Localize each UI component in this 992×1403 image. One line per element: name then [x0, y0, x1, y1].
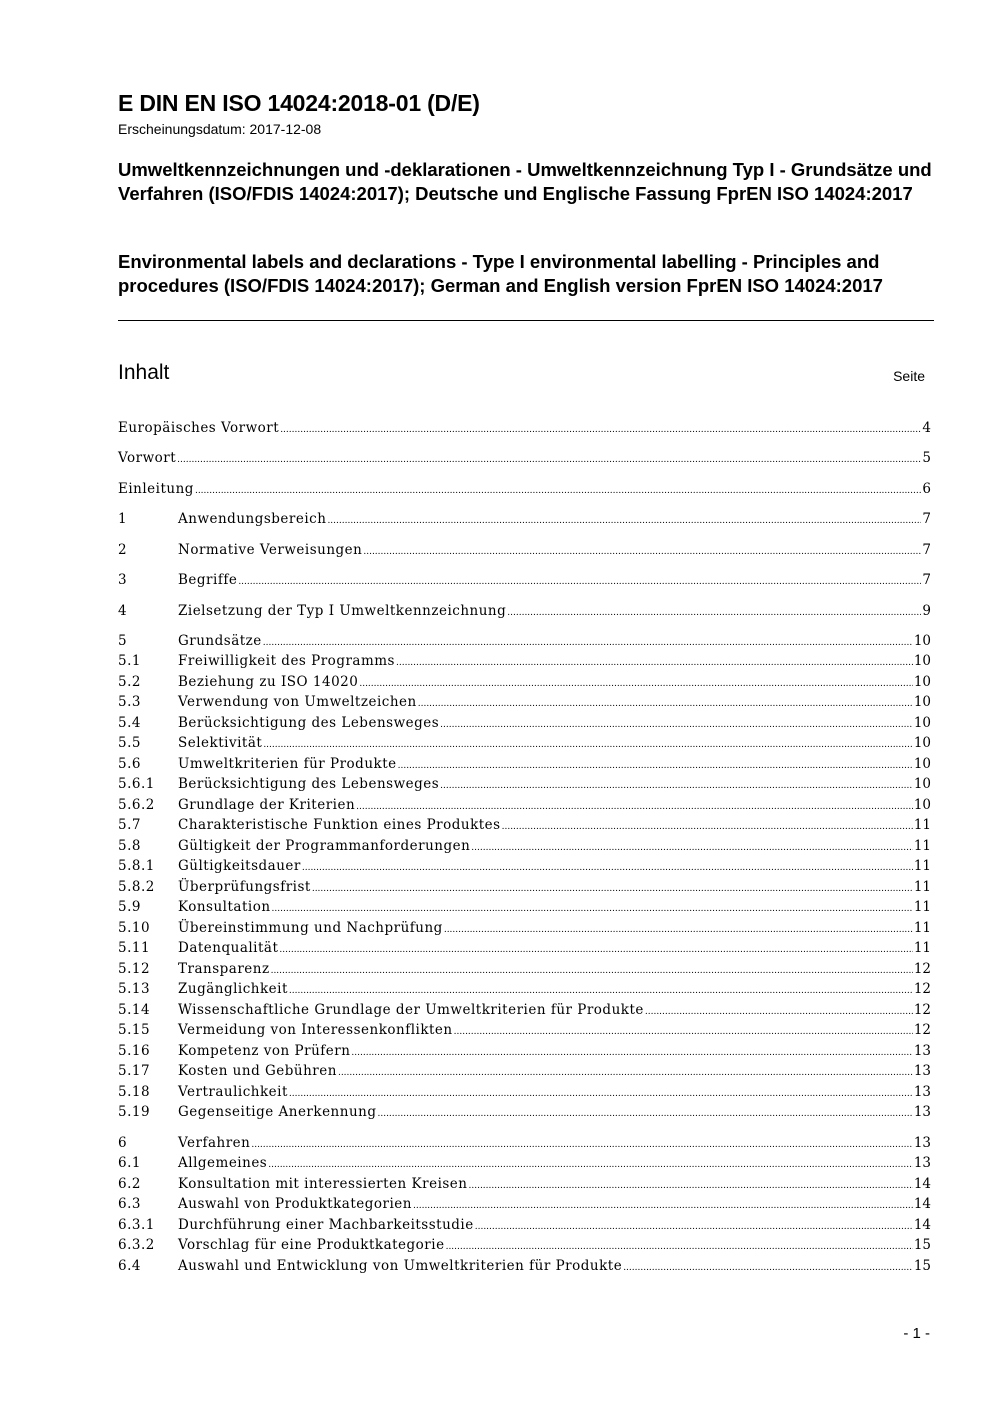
toc-entry[interactable]	[118, 733, 931, 753]
toc-leader-dots	[356, 797, 913, 817]
toc-entry-label: Vertraulichkeit	[178, 1084, 288, 1100]
toc-entry-label: Beziehung zu ISO 14020	[178, 674, 359, 690]
toc-leader-dots	[195, 481, 921, 501]
toc-entry-label: Freiwilligkeit des Programms	[178, 653, 395, 669]
toc-entry-label: Verfahren	[178, 1135, 251, 1151]
toc-entry-label: Zielsetzung der Typ I Umweltkennzeichnung	[178, 603, 507, 619]
toc-entry[interactable]	[118, 1061, 931, 1081]
publication-date: Erscheinungsdatum: 2017-12-08	[118, 121, 322, 137]
toc-entry-label: Konsultation mit interessierten Kreisen	[178, 1176, 468, 1192]
document-title: E DIN EN ISO 14024:2018-01 (D/E)	[118, 90, 480, 116]
toc-entry-number: 5.17	[118, 1063, 151, 1079]
toc-entry-label: Übereinstimmung und Nachprüfung	[178, 920, 443, 936]
toc-entry-number: 5.16	[118, 1043, 151, 1059]
toc-entry[interactable]	[118, 651, 931, 671]
title-german: Umweltkennzeichnungen und -deklarationen - Umweltkennzeichnung Typ I - Grundsätze und Verfahren (ISO/FDIS 14024:2017); Deutsche und Englische Fassung FprEN ISO 14024:2017	[118, 159, 932, 204]
toc-entry-page: 5	[922, 450, 931, 466]
toc-entry-label: Vermeidung von Interessenkonflikten	[178, 1022, 453, 1038]
toc-leader-dots	[263, 633, 913, 653]
toc-entry-page: 12	[913, 961, 931, 977]
toc-entry-label: Auswahl und Entwicklung von Umweltkriterien für Produkte	[178, 1258, 623, 1274]
toc-entry-page: 7	[922, 511, 931, 527]
toc-entry-label: Charakteristische Funktion eines Produktes	[178, 817, 501, 833]
toc-entry[interactable]	[118, 1133, 931, 1153]
toc-leader-dots	[507, 603, 921, 623]
toc-entry-page: 13	[913, 1063, 931, 1079]
toc-entry-number: 5.9	[118, 899, 141, 915]
toc-entry-number: 5.1	[118, 653, 141, 669]
toc-leader-dots	[645, 1002, 913, 1022]
toc-entry-page: 13	[913, 1104, 931, 1120]
toc-leader-dots	[359, 674, 912, 694]
toc-entry-label: Allgemeines	[178, 1155, 268, 1171]
toc-entry-label: Vorwort	[118, 450, 177, 466]
toc-entry[interactable]	[118, 479, 931, 499]
toc-entry[interactable]	[118, 1041, 931, 1061]
toc-entry-label: Berücksichtigung des Lebensweges	[178, 776, 440, 792]
toc-entry[interactable]	[118, 418, 931, 438]
toc-entry[interactable]	[118, 856, 931, 876]
toc-leader-dots	[623, 1258, 913, 1278]
toc-entry-page: 13	[913, 1155, 931, 1171]
toc-entry[interactable]	[118, 448, 931, 468]
toc-leader-dots	[327, 511, 921, 531]
toc-entry-page: 12	[913, 981, 931, 997]
toc-entry-number: 6.3	[118, 1196, 141, 1212]
toc-entry-label: Wissenschaftliche Grundlage der Umweltkriterien für Produkte	[178, 1002, 644, 1018]
toc-entry-page: 11	[913, 817, 931, 833]
toc-entry[interactable]	[118, 1153, 931, 1173]
toc-leader-dots	[263, 735, 913, 755]
toc-entry[interactable]	[118, 570, 931, 590]
toc-entry-page: 12	[913, 1022, 931, 1038]
toc-entry[interactable]	[118, 1215, 931, 1235]
toc-entry[interactable]	[118, 897, 931, 917]
toc-entry[interactable]	[118, 979, 931, 999]
toc-entry[interactable]	[118, 1256, 931, 1276]
toc-entry-label: Datenqualität	[178, 940, 279, 956]
toc-entry-label: Gültigkeit der Programmanforderungen	[178, 838, 471, 854]
toc-leader-dots	[444, 920, 913, 940]
toc-entry-page: 11	[913, 920, 931, 936]
toc-entry-label: Auswahl von Produktkategorien	[178, 1196, 412, 1212]
toc-entry-page: 10	[913, 694, 931, 710]
toc-entry[interactable]	[118, 836, 931, 856]
toc-leader-dots	[475, 1217, 913, 1237]
toc-leader-dots	[502, 817, 913, 837]
toc-entry-page: 13	[913, 1135, 931, 1151]
toc-entry-number: 5.6	[118, 756, 141, 772]
toc-entry[interactable]	[118, 815, 931, 835]
toc-entry-page: 11	[913, 858, 931, 874]
toc-entry-page: 11	[913, 879, 931, 895]
toc-entry-number: 5.8.2	[118, 879, 155, 895]
toc-leader-dots	[280, 420, 921, 440]
toc-leader-dots	[272, 899, 913, 919]
toc-entry-page: 10	[913, 674, 931, 690]
toc-leader-dots	[446, 1237, 913, 1257]
toc-entry[interactable]	[118, 509, 931, 529]
toc-entry[interactable]	[118, 1235, 931, 1255]
toc-entry-label: Grundlage der Kriterien	[178, 797, 356, 813]
toc-leader-dots	[302, 858, 913, 878]
toc-entry-page: 10	[913, 776, 931, 792]
toc-entry-page: 14	[913, 1196, 931, 1212]
toc-entry-page: 11	[913, 838, 931, 854]
toc-entry[interactable]	[118, 713, 931, 733]
toc-entry-page: 10	[913, 633, 931, 649]
toc-entry-number: 5.7	[118, 817, 141, 833]
toc-leader-dots	[338, 1063, 913, 1083]
table-of-contents	[118, 0, 931, 1403]
toc-leader-dots	[289, 1084, 913, 1104]
toc-entry[interactable]	[118, 1000, 931, 1020]
toc-page-header: Seite	[893, 368, 925, 384]
toc-leader-dots	[271, 961, 913, 981]
toc-entry-page: 10	[913, 653, 931, 669]
toc-entry-label: Selektivität	[178, 735, 263, 751]
toc-leader-dots	[471, 838, 913, 858]
toc-entry-page: 10	[913, 735, 931, 751]
toc-entry[interactable]	[118, 938, 931, 958]
toc-entry-page: 14	[913, 1176, 931, 1192]
toc-entry-number: 5.6.1	[118, 776, 155, 792]
toc-entry-number: 5.11	[118, 940, 151, 956]
toc-entry[interactable]	[118, 601, 931, 621]
toc-entry-page: 11	[913, 899, 931, 915]
toc-entry-page: 7	[922, 572, 931, 588]
toc-leader-dots	[469, 1176, 913, 1196]
toc-entry-label: Zugänglichkeit	[178, 981, 288, 997]
toc-leader-dots	[418, 694, 913, 714]
toc-leader-dots	[440, 715, 913, 735]
toc-entry-page: 7	[922, 542, 931, 558]
toc-leader-dots	[279, 940, 912, 960]
toc-entry-page: 13	[913, 1043, 931, 1059]
toc-entry-label: Berücksichtigung des Lebensweges	[178, 715, 440, 731]
toc-entry-label: Gegenseitige Anerkennung	[178, 1104, 377, 1120]
toc-entry-page: 14	[913, 1217, 931, 1233]
toc-entry-page: 10	[913, 797, 931, 813]
page-number: - 1 -	[903, 1325, 930, 1342]
toc-entry-label: Verwendung von Umweltzeichen	[178, 694, 417, 710]
toc-entry-number: 2	[118, 542, 128, 558]
toc-entry-number: 6.3.1	[118, 1217, 155, 1233]
toc-leader-dots	[312, 879, 913, 899]
toc-entry-page: 10	[913, 756, 931, 772]
toc-entry[interactable]	[118, 754, 931, 774]
toc-entry-label: Normative Verweisungen	[178, 542, 363, 558]
toc-entry-number: 5.14	[118, 1002, 151, 1018]
toc-heading: Inhalt	[118, 361, 170, 384]
toc-entry-page: 15	[913, 1258, 931, 1274]
toc-entry-page: 15	[913, 1237, 931, 1253]
toc-entry-label: Begriffe	[178, 572, 238, 588]
toc-entry-number: 5.8.1	[118, 858, 155, 874]
toc-entry-label: Gültigkeitsdauer	[178, 858, 301, 874]
toc-entry-number: 5.13	[118, 981, 151, 997]
toc-entry-page: 12	[913, 1002, 931, 1018]
toc-leader-dots	[289, 981, 913, 1001]
toc-entry-number: 5.10	[118, 920, 151, 936]
toc-entry-label: Umweltkriterien für Produkte	[178, 756, 397, 772]
toc-entry[interactable]	[118, 795, 931, 815]
toc-entry[interactable]	[118, 692, 931, 712]
toc-entry[interactable]	[118, 918, 931, 938]
toc-leader-dots	[177, 450, 921, 470]
toc-entry[interactable]	[118, 672, 931, 692]
toc-leader-dots	[351, 1043, 912, 1063]
toc-entry-label: Durchführung einer Machbarkeitsstudie	[178, 1217, 474, 1233]
toc-entry-number: 6.3.2	[118, 1237, 155, 1253]
toc-entry-label: Einleitung	[118, 481, 194, 497]
toc-entry[interactable]	[118, 959, 931, 979]
toc-entry-page: 10	[913, 715, 931, 731]
toc-entry[interactable]	[118, 1174, 931, 1194]
toc-leader-dots	[377, 1104, 912, 1124]
toc-entry-label: Anwendungsbereich	[178, 511, 327, 527]
toc-entry-page: 9	[922, 603, 931, 619]
toc-entry-number: 5.5	[118, 735, 141, 751]
toc-entry-label: Europäisches Vorwort	[118, 420, 280, 436]
toc-entry[interactable]	[118, 1102, 931, 1122]
toc-entry-label: Grundsätze	[178, 633, 262, 649]
toc-entry-number: 5.19	[118, 1104, 151, 1120]
toc-entry-label: Überprüfungsfrist	[178, 879, 311, 895]
toc-leader-dots	[398, 756, 913, 776]
toc-entry-number: 5.8	[118, 838, 141, 854]
toc-entry[interactable]	[118, 774, 931, 794]
toc-entry-number: 5	[118, 633, 128, 649]
toc-entry[interactable]	[118, 877, 931, 897]
toc-entry-number: 3	[118, 572, 128, 588]
toc-entry-number: 5.12	[118, 961, 151, 977]
toc-leader-dots	[440, 776, 913, 796]
toc-entry[interactable]	[118, 631, 931, 651]
toc-entry-number: 5.6.2	[118, 797, 155, 813]
toc-entry-number: 6.4	[118, 1258, 141, 1274]
toc-entry-number: 1	[118, 511, 128, 527]
title-english: Environmental labels and declarations - Type I environmental labelling - Principles and procedures (ISO/FDIS 14024:2017); German and English version FprEN ISO 14024:2017	[118, 251, 883, 296]
toc-entry-number: 6.2	[118, 1176, 141, 1192]
toc-entry[interactable]	[118, 1020, 931, 1040]
toc-entry-number: 5.18	[118, 1084, 151, 1100]
toc-leader-dots	[251, 1135, 912, 1155]
toc-entry-label: Kosten und Gebühren	[178, 1063, 337, 1079]
toc-entry-number: 5.2	[118, 674, 141, 690]
toc-entry-page: 13	[913, 1084, 931, 1100]
toc-leader-dots	[396, 653, 913, 673]
toc-entry-number: 5.3	[118, 694, 141, 710]
toc-entry-number: 5.15	[118, 1022, 151, 1038]
toc-leader-dots	[413, 1196, 913, 1216]
toc-entry-page: 11	[913, 940, 931, 956]
toc-entry-page: 4	[922, 420, 931, 436]
toc-entry[interactable]	[118, 540, 931, 560]
toc-entry-number: 6	[118, 1135, 128, 1151]
toc-leader-dots	[454, 1022, 913, 1042]
toc-entry-label: Transparenz	[178, 961, 270, 977]
toc-leader-dots	[363, 542, 921, 562]
toc-entry-number: 6.1	[118, 1155, 141, 1171]
toc-entry[interactable]	[118, 1082, 931, 1102]
toc-leader-dots	[238, 572, 921, 592]
toc-leader-dots	[268, 1155, 913, 1175]
toc-entry-page: 6	[922, 481, 931, 497]
toc-entry-number: 5.4	[118, 715, 141, 731]
toc-entry-label: Konsultation	[178, 899, 271, 915]
toc-entry-label: Vorschlag für eine Produktkategorie	[178, 1237, 445, 1253]
toc-entry-number: 4	[118, 603, 128, 619]
toc-entry-label: Kompetenz von Prüfern	[178, 1043, 351, 1059]
toc-entry[interactable]	[118, 1194, 931, 1214]
